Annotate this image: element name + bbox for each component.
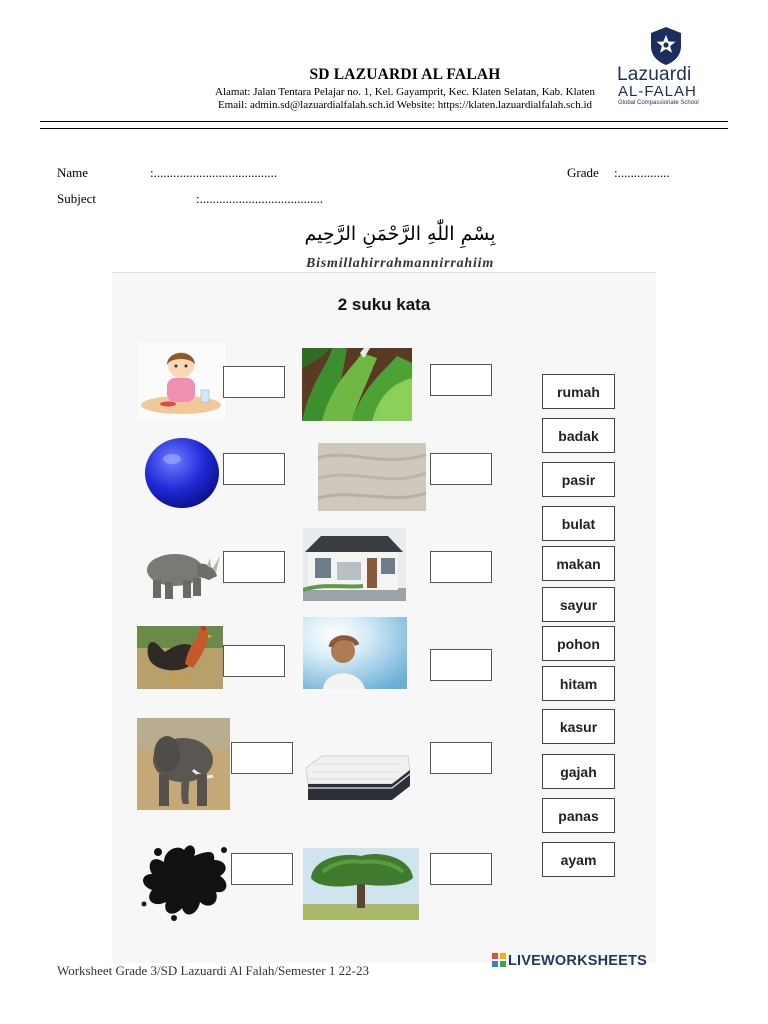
- basmala-latin: Bismillahirrahmannirrahiim: [305, 256, 495, 271]
- word-card[interactable]: bulat: [542, 506, 615, 541]
- answer-box[interactable]: [223, 551, 285, 583]
- answer-box[interactable]: [430, 453, 492, 485]
- subject-label: Subject: [57, 191, 96, 206]
- word-card[interactable]: sayur: [542, 587, 615, 622]
- vegetables-picture: [302, 348, 412, 421]
- word-card[interactable]: makan: [542, 546, 615, 581]
- school-address: Alamat: Jalan Tentara Pelajar no. 1, Kel. Gayamprit, Kec. Klaten Selatan, Kab. Klaten: [215, 86, 595, 98]
- word-card[interactable]: badak: [542, 418, 615, 453]
- word-card[interactable]: panas: [542, 798, 615, 833]
- school-contact: Email: admin.sd@lazuardialfalah.sch.id Website: https://klaten.lazuardialfalah.sch.id: [217, 99, 593, 111]
- answer-box[interactable]: [430, 364, 492, 396]
- answer-box[interactable]: [223, 366, 285, 398]
- girl-eating-picture: [138, 343, 226, 420]
- tree-picture: [303, 848, 419, 920]
- answer-box[interactable]: [223, 645, 285, 677]
- rhino-picture: [137, 542, 221, 602]
- answer-box[interactable]: [223, 453, 285, 485]
- name-label: Name: [57, 165, 89, 180]
- header-rule-top: [40, 121, 728, 122]
- sand-picture: [318, 443, 426, 511]
- answer-box[interactable]: [430, 742, 492, 774]
- footer-text: Worksheet Grade 3/SD Lazuardi Al Falah/Semester 1 22-23: [57, 963, 369, 978]
- liveworksheets-brand[interactable]: LIVEWORKSHEETS: [508, 953, 647, 969]
- mattress-picture: [302, 754, 412, 804]
- worksheet-title: 2 suku kata: [337, 295, 431, 314]
- basmala-arabic: بِسْمِ اللّٰهِ الرَّحْمَنِ الرَّحِيم: [304, 223, 496, 245]
- word-card[interactable]: hitam: [542, 666, 615, 701]
- answer-box[interactable]: [231, 853, 293, 885]
- answer-box[interactable]: [231, 742, 293, 774]
- grade-label: Grade: [567, 165, 599, 180]
- liveworksheets-logo-icon: [492, 953, 506, 967]
- house-picture: [303, 528, 406, 601]
- header-rule-bottom: [40, 128, 728, 129]
- lazuardi-logo-icon: [648, 26, 684, 66]
- hot-sun-picture: [303, 617, 407, 689]
- answer-box[interactable]: [430, 853, 492, 885]
- word-card[interactable]: rumah: [542, 374, 615, 409]
- answer-box[interactable]: [430, 649, 492, 681]
- logo-name: Lazuardi: [617, 64, 692, 85]
- elephant-picture: [137, 718, 230, 810]
- answer-box[interactable]: [430, 551, 492, 583]
- word-card[interactable]: ayam: [542, 842, 615, 877]
- blue-ball-picture: [144, 437, 220, 509]
- black-splat-picture: [138, 838, 232, 922]
- name-field[interactable]: :......................................: [150, 165, 278, 180]
- word-card[interactable]: pohon: [542, 626, 615, 661]
- rooster-picture: [137, 626, 223, 689]
- word-card[interactable]: gajah: [542, 754, 615, 789]
- grade-field[interactable]: :................: [614, 165, 670, 180]
- logo-subname: AL-FALAH: [618, 83, 697, 100]
- school-name: SD LAZUARDI AL FALAH: [309, 66, 501, 83]
- logo-tagline: Global Compassionate School: [618, 100, 699, 106]
- word-card[interactable]: pasir: [542, 462, 615, 497]
- word-card[interactable]: kasur: [542, 709, 615, 744]
- subject-field[interactable]: :......................................: [196, 191, 324, 206]
